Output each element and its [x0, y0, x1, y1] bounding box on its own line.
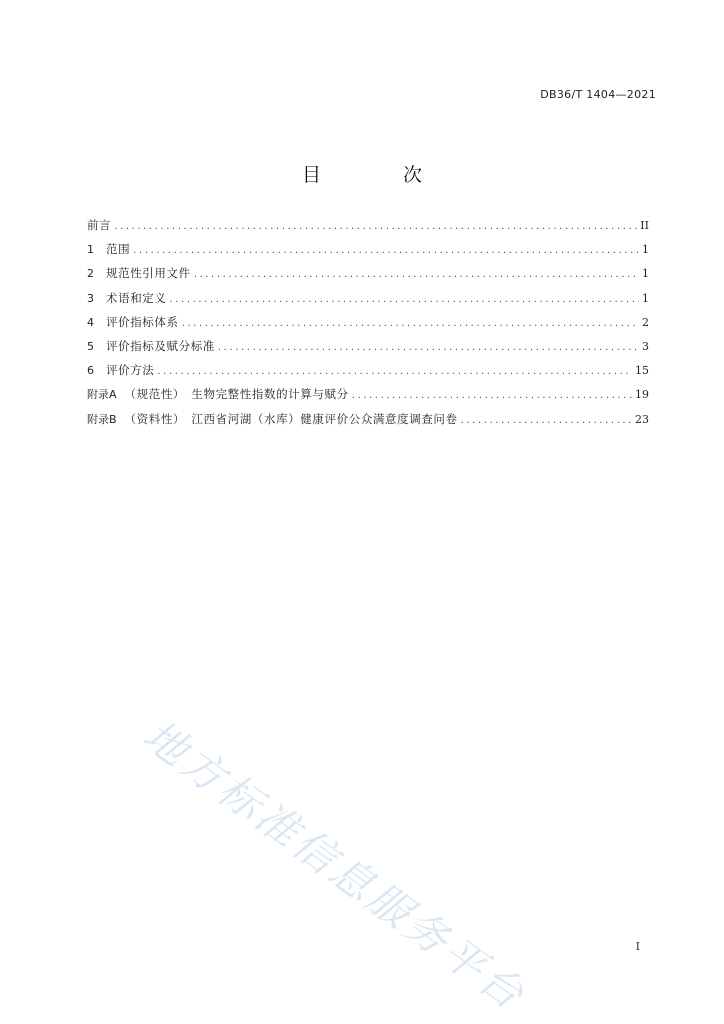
toc-entry-preface[interactable] [87, 216, 649, 240]
toc-entry-title: （规范性） 生物完整性指数的计算与赋分 [124, 387, 349, 402]
toc-entry-page: 23 [635, 412, 649, 426]
toc-entry-number: 2 [87, 267, 94, 281]
toc-entry-number: 附录A [87, 388, 117, 402]
toc-entry-title: 前言 [87, 218, 112, 232]
toc-entry-indicator-system[interactable] [87, 313, 649, 337]
toc-entry-page: 2 [642, 315, 649, 329]
toc-entry-scope[interactable] [87, 240, 649, 264]
dot-leader [182, 315, 639, 333]
toc-title: 目 次 [301, 164, 461, 186]
toc-entry-page: 1 [642, 243, 649, 257]
dot-leader [157, 363, 632, 381]
toc-entry-title: 评价指标及赋分标准 [106, 338, 215, 353]
toc-entry-number: 3 [87, 291, 94, 305]
toc-entry-number: 6 [87, 364, 94, 378]
toc-entry-page: 1 [642, 291, 649, 305]
toc-entry-terms-definitions[interactable] [87, 289, 649, 313]
toc-entry-number: 附录B [87, 412, 117, 426]
toc-entry-evaluation-method[interactable] [87, 361, 649, 385]
dot-leader [170, 291, 640, 309]
watermark: 地方标准信息服务平台 [134, 710, 536, 1021]
toc-entry-number: 1 [87, 243, 94, 257]
toc-entry-number: 5 [87, 339, 94, 353]
toc-entry-title: 评价指标体系 [106, 314, 179, 329]
dot-leader [194, 266, 639, 284]
toc-entry-number: 4 [87, 315, 94, 329]
toc-entry-page: 3 [642, 339, 649, 353]
dot-leader [352, 387, 632, 405]
toc-entry-appendix-a[interactable] [87, 385, 649, 409]
table-of-contents [87, 216, 649, 434]
toc-entry-title: 范围 [106, 242, 131, 257]
page-number: I [635, 940, 640, 953]
dot-leader [218, 339, 639, 357]
dot-leader [133, 242, 639, 260]
toc-entry-title: 术语和定义 [106, 290, 167, 305]
toc-entry-title: 评价方法 [106, 363, 155, 378]
toc-entry-appendix-b[interactable] [87, 410, 649, 434]
toc-entry-page: 19 [635, 388, 649, 402]
standard-code: DB36/T 1404—2021 [540, 88, 656, 101]
toc-entry-page: 15 [635, 364, 649, 378]
toc-entry-page: 1 [642, 267, 649, 281]
toc-entry-scoring-criteria[interactable] [87, 337, 649, 361]
dot-leader [114, 218, 637, 236]
dot-leader [461, 412, 632, 430]
toc-entry-normative-references[interactable] [87, 264, 649, 288]
toc-entry-title: 规范性引用文件 [106, 266, 191, 281]
toc-entry-page: II [640, 219, 649, 232]
toc-entry-title: （资料性） 江西省河湖（水库）健康评价公众满意度调查问卷 [124, 411, 458, 426]
